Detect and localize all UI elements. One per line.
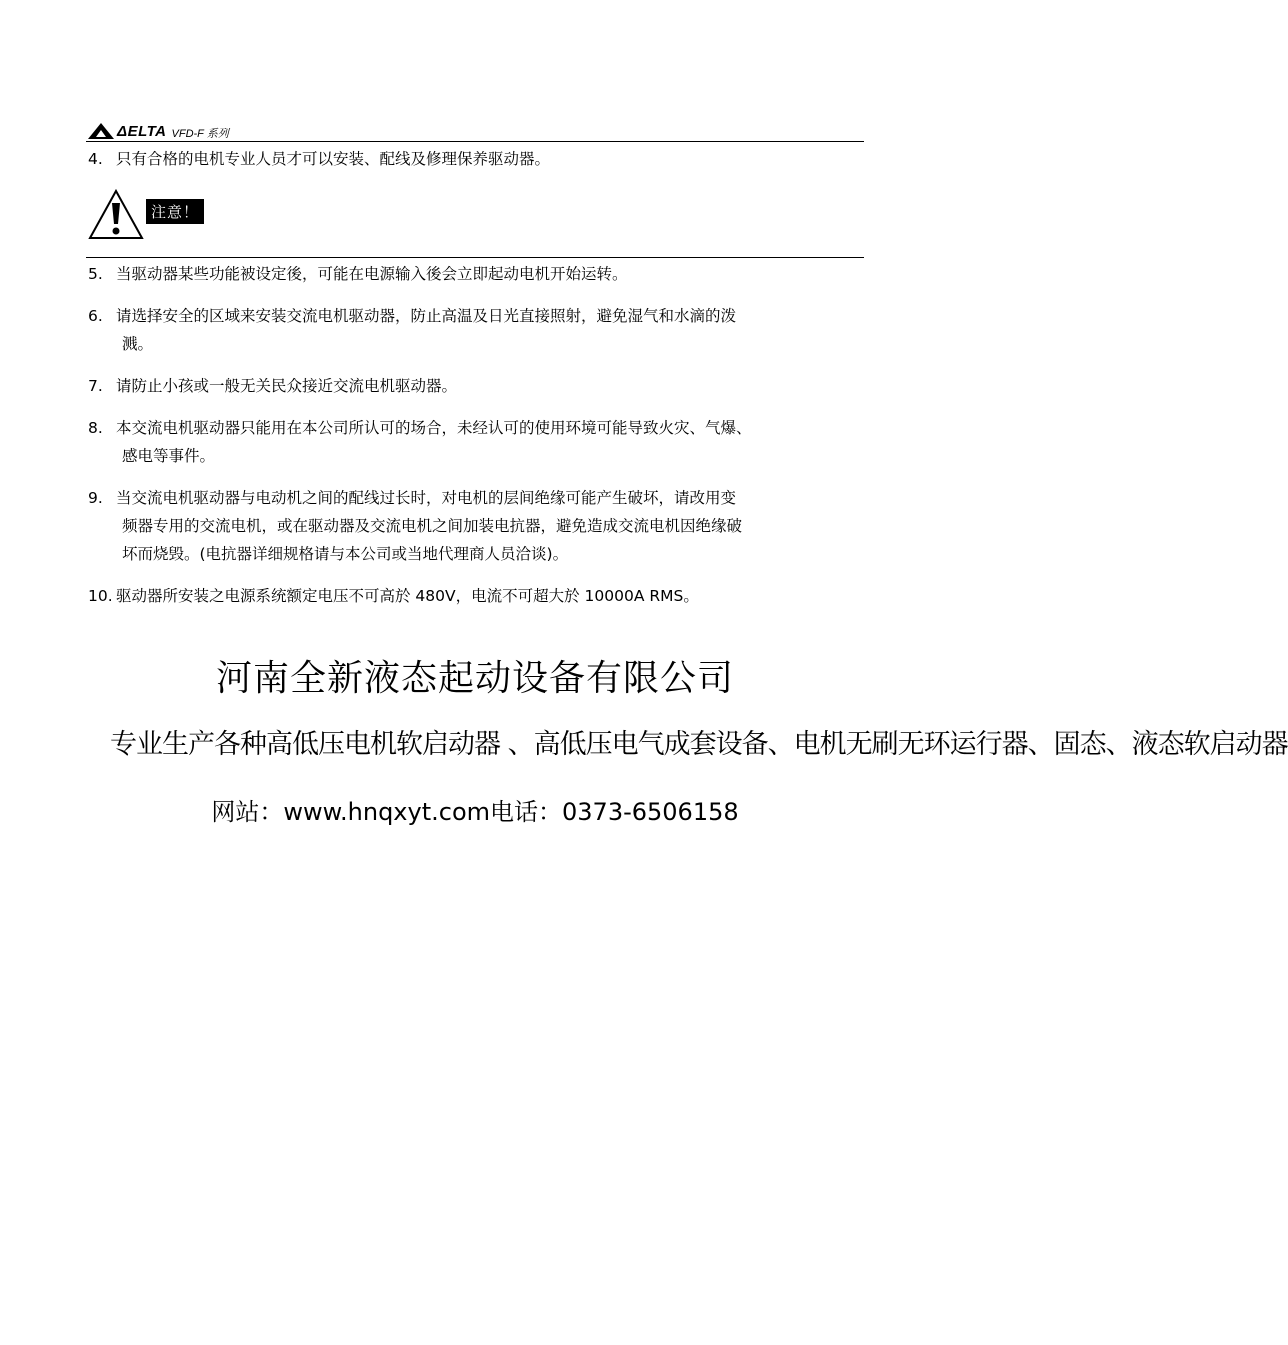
- warning-notice: [88, 188, 204, 240]
- item-text: 驱动器所安装之电源系统额定电压不可高於 480V，电流不可超大於 10000A RMS。: [116, 587, 699, 605]
- header-rule: [86, 141, 864, 142]
- item-text: 本交流电机驱动器只能用在本公司所认可的场合，未经认可的使用环境可能导致火灾、气爆、: [116, 419, 752, 437]
- item-text: 当交流电机驱动器与电动机之间的配线过长时，对电机的层间绝缘可能产生破坏，请改用变: [116, 489, 737, 507]
- page-header: [86, 113, 864, 141]
- company-name: 河南全新液态起动设备有限公司: [215, 658, 734, 699]
- delta-logo-icon: [86, 122, 116, 140]
- delta-logo: [86, 121, 229, 141]
- list-item-4: [88, 145, 868, 173]
- company-contact: 网站：www.hnqxyt.com电话：0373-6506158: [211, 798, 739, 826]
- item-text-continued: 感电等事件。: [122, 447, 216, 465]
- item-number: 8.: [88, 419, 103, 437]
- list-item-10: [88, 582, 868, 610]
- list-item-9: [88, 484, 868, 568]
- item-text-continued: 溅。: [122, 335, 154, 353]
- item-text: 当驱动器某些功能被设定後，可能在电源输入後会立即起动电机开始运转。: [116, 265, 628, 283]
- company-business: 专业生产各种高低压电机软启动器 、高低压电气成套设备、电机无刷无环运行器、固态、液态软启动器: [110, 729, 1288, 760]
- series-label: VFD-F 系列: [171, 127, 229, 140]
- item-text: 请选择安全的区域来安装交流电机驱动器，防止高温及日光直接照射，避免湿气和水滴的泼: [116, 307, 737, 325]
- warning-triangle-icon: [88, 188, 144, 240]
- warning-label: 注意！: [146, 199, 204, 224]
- logo-text: ΔELTA: [117, 122, 167, 140]
- warning-rule: [86, 257, 864, 258]
- item-text-continued: 坏而烧毁。(电抗器详细规格请与本公司或当地代理商人员洽谈)。: [122, 545, 569, 563]
- item-number: 4.: [88, 150, 103, 168]
- list-item-5: [88, 260, 868, 288]
- list-item-8: [88, 414, 868, 470]
- item-text: 请防止小孩或一般无关民众接近交流电机驱动器。: [116, 377, 458, 395]
- item-number: 10.: [88, 587, 113, 605]
- item-number: 6.: [88, 307, 103, 325]
- list-item-6: [88, 302, 868, 358]
- item-number: 5.: [88, 265, 103, 283]
- item-text: 只有合格的电机专业人员才可以安装、配线及修理保养驱动器。: [116, 150, 551, 168]
- item-number: 9.: [88, 489, 103, 507]
- list-item-7: [88, 372, 868, 400]
- item-number: 7.: [88, 377, 103, 395]
- item-text-continued: 频器专用的交流电机，或在驱动器及交流电机之间加装电抗器，避免造成交流电机因绝缘破: [122, 517, 743, 535]
